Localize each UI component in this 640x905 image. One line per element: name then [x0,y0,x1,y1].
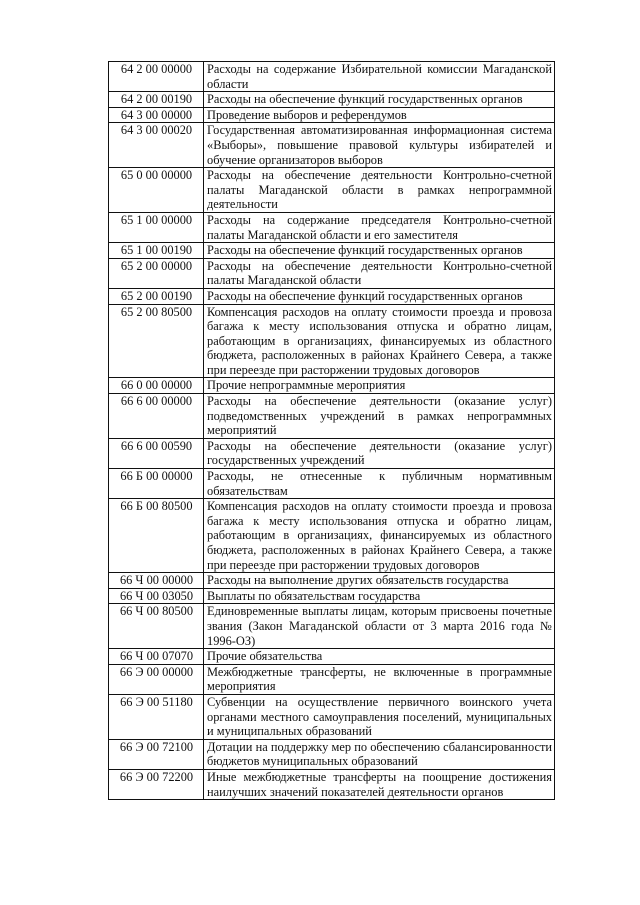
row-description: Расходы на обеспечение деятельности Контрольно-счетной палаты Магаданской области в рамках непрограммной деятельности [204,168,555,213]
row-description: Расходы на обеспечение функций государственных органов [204,288,555,304]
table-row [109,573,555,589]
row-code: 64 2 00 00190 [109,92,204,108]
row-code: 66 Э 00 72200 [109,769,204,799]
row-description: Расходы на обеспечение деятельности Контрольно-счетной палаты Магаданской области [204,258,555,288]
row-description: Расходы на обеспечение функций государственных органов [204,92,555,108]
row-code: 66 0 00 00000 [109,378,204,394]
row-code: 66 Ч 00 03050 [109,588,204,604]
table-row [109,769,555,799]
row-description: Прочие обязательства [204,649,555,665]
row-description: Единовременные выплаты лицам, которым присвоены почетные звания (Закон Магаданской области от 3 марта 2016 года № 1996-ОЗ) [204,604,555,649]
row-description: Государственная автоматизированная информационная система «Выборы», повышение правовой культуры избирателей и обучение организаторов выборов [204,123,555,168]
row-code: 66 Э 00 00000 [109,664,204,694]
table-row [109,107,555,123]
row-code: 66 Б 00 00000 [109,469,204,499]
row-code: 66 Ч 00 00000 [109,573,204,589]
row-code: 66 6 00 00590 [109,438,204,468]
row-description: Иные межбюджетные трансферты на поощрение достижения наилучших значений показателей деятельности органов [204,769,555,799]
row-description: Расходы на содержание Избирательной комиссии Магаданской области [204,62,555,92]
row-description: Дотации на поддержку мер по обеспечению сбалансированности бюджетов муниципальных образований [204,739,555,769]
row-description: Прочие непрограммные мероприятия [204,378,555,394]
row-code: 64 3 00 00020 [109,123,204,168]
table-row [109,694,555,739]
table-row [109,394,555,439]
table-row [109,739,555,769]
table-row [109,62,555,92]
row-code: 64 2 00 00000 [109,62,204,92]
row-description: Межбюджетные трансферты, не включенные в программные мероприятия [204,664,555,694]
row-description: Проведение выборов и референдумов [204,107,555,123]
table-row [109,499,555,573]
row-code: 65 1 00 00190 [109,243,204,259]
table-row [109,304,555,378]
row-code: 65 2 00 00190 [109,288,204,304]
row-code: 65 2 00 80500 [109,304,204,378]
table-row [109,438,555,468]
table-row [109,378,555,394]
row-code: 65 1 00 00000 [109,212,204,242]
row-code: 64 3 00 00000 [109,107,204,123]
table-row [109,92,555,108]
row-description: Компенсация расходов на оплату стоимости проезда и провоза багажа к месту использования отпуска и обратно лицам, работающим в организациях, финансируемых из областного бюджета, расположенных в районах Крайнего Севера, а также при переезде при расторжении трудовых договоров [204,499,555,573]
row-description: Субвенции на осуществление первичного воинского учета органами местного самоуправления поселений, муниципальных и муниципальных образований [204,694,555,739]
row-code: 66 6 00 00000 [109,394,204,439]
row-code: 66 Э 00 51180 [109,694,204,739]
row-description: Расходы, не отнесенные к публичным нормативным обязательствам [204,469,555,499]
row-description: Расходы на обеспечение деятельности (оказание услуг) подведомственных учреждений в рамках непрограммных мероприятий [204,394,555,439]
row-description: Расходы на содержание председателя Контрольно-счетной палаты Магаданской области и его заместителя [204,212,555,242]
row-description: Расходы на выполнение других обязательств государства [204,573,555,589]
table-row [109,243,555,259]
row-code: 66 Б 00 80500 [109,499,204,573]
row-description: Расходы на обеспечение деятельности (оказание услуг) государственных учреждений [204,438,555,468]
table-row [109,258,555,288]
row-description: Расходы на обеспечение функций государственных органов [204,243,555,259]
table-row [109,212,555,242]
table-row [109,588,555,604]
table-row [109,123,555,168]
row-description: Компенсация расходов на оплату стоимости проезда и провоза багажа к месту использования отпуска и обратно лицам, работающим в организациях, финансируемых из областного бюджета, расположенных в районах Крайнего Севера, а также при переезде при расторжении трудовых договоров [204,304,555,378]
table-row [109,664,555,694]
row-code: 65 0 00 00000 [109,168,204,213]
row-description: Выплаты по обязательствам государства [204,588,555,604]
table-row [109,168,555,213]
table-row [109,288,555,304]
row-code: 66 Э 00 72100 [109,739,204,769]
table-row [109,604,555,649]
table-row [109,649,555,665]
row-code: 66 Ч 00 07070 [109,649,204,665]
budget-codes-table [108,61,555,800]
row-code: 66 Ч 00 80500 [109,604,204,649]
table-row [109,469,555,499]
row-code: 65 2 00 00000 [109,258,204,288]
